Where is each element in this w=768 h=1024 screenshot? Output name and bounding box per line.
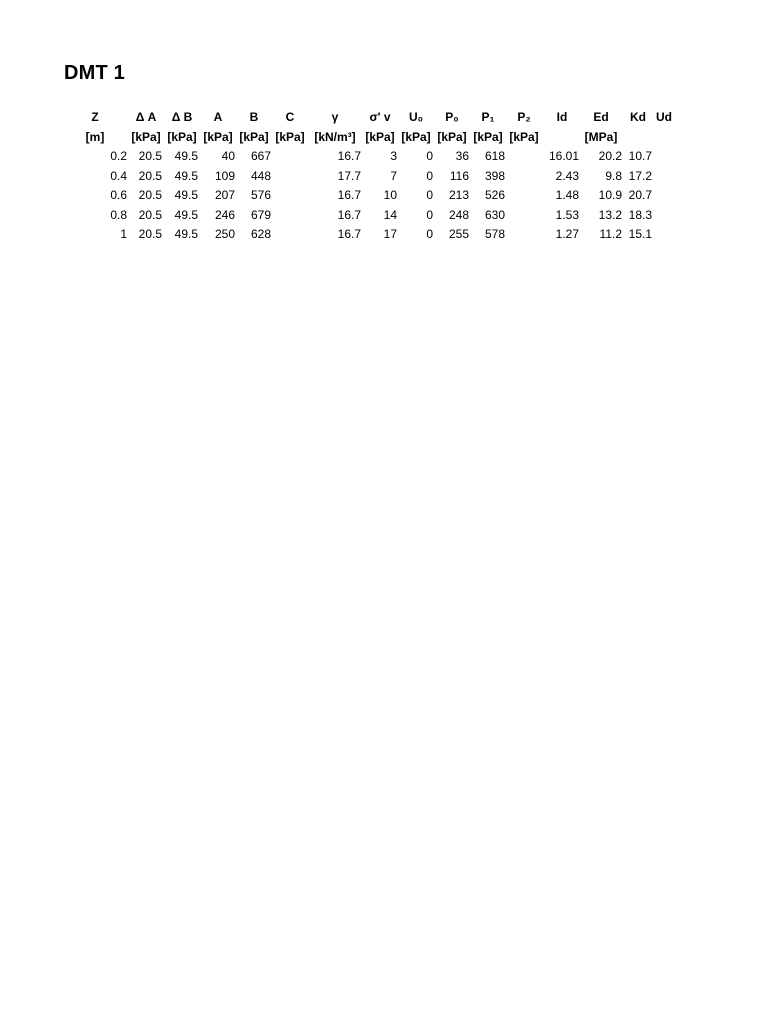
col-header-sigma-v: σ' v <box>369 110 391 124</box>
cell-delta-a: 20.5 <box>138 207 162 222</box>
cell-kd: 10.7 <box>628 149 652 163</box>
dmt-table <box>0 108 768 245</box>
table-row <box>0 147 768 167</box>
cell-sigma-v: 17 <box>383 227 397 241</box>
cell-u0: 0 <box>426 188 433 202</box>
cell-ed: 9.8 <box>605 168 622 183</box>
cell-b: 628 <box>250 227 271 241</box>
cell-delta-a: 20.5 <box>138 227 162 241</box>
unit-delta-b: [kPa] <box>167 129 197 144</box>
cell-gamma: 16.7 <box>337 227 361 241</box>
cell-u0: 0 <box>426 149 433 163</box>
cell-p0: 255 <box>448 227 469 241</box>
cell-delta-a: 20.5 <box>138 168 162 183</box>
cell-ed: 13.2 <box>598 207 622 222</box>
cell-ed: 20.2 <box>598 149 622 163</box>
cell-p0: 116 <box>449 168 469 183</box>
table-row <box>0 225 768 245</box>
cell-p1: 398 <box>484 168 505 183</box>
cell-gamma: 16.7 <box>337 149 361 163</box>
cell-delta-b: 49.5 <box>174 168 198 183</box>
cell-b: 679 <box>250 207 271 222</box>
unit-a: [kPa] <box>203 129 233 144</box>
table-row <box>0 206 768 226</box>
cell-id: 1.48 <box>555 188 579 202</box>
table-row <box>0 167 768 187</box>
page-title: DMT 1 <box>64 62 125 84</box>
cell-id: 1.53 <box>555 207 579 222</box>
cell-z: 0.4 <box>110 168 127 183</box>
cell-delta-a: 20.5 <box>138 188 162 202</box>
table-row <box>0 186 768 206</box>
unit-u0: [kPa] <box>401 129 431 144</box>
col-header-kd: Kd <box>630 110 646 124</box>
cell-a: 246 <box>214 207 235 222</box>
cell-p1: 578 <box>484 227 505 241</box>
col-header-a: A <box>213 110 223 124</box>
cell-kd: 15.1 <box>628 227 652 241</box>
col-header-ud: Ud <box>656 110 672 124</box>
unit-ed: [MPa] <box>584 129 618 144</box>
cell-a: 109 <box>214 168 235 183</box>
cell-a: 207 <box>214 188 235 202</box>
units-row <box>0 128 768 148</box>
unit-b: [kPa] <box>239 129 269 144</box>
col-header-delta-a: Δ A <box>135 110 157 124</box>
header-row <box>0 108 768 128</box>
unit-c: [kPa] <box>275 129 305 144</box>
cell-z: 1 <box>120 227 127 241</box>
cell-z: 0.8 <box>110 207 127 222</box>
cell-u0: 0 <box>426 207 433 222</box>
cell-b: 667 <box>250 149 271 163</box>
cell-sigma-v: 7 <box>390 168 397 183</box>
col-header-z: Z <box>91 110 99 124</box>
cell-a: 40 <box>221 149 235 163</box>
col-header-delta-b: Δ B <box>171 110 193 124</box>
col-header-gamma: γ <box>331 110 339 124</box>
cell-p1: 618 <box>484 149 505 163</box>
cell-sigma-v: 3 <box>390 149 397 163</box>
cell-sigma-v: 10 <box>383 188 397 202</box>
col-header-p1: P₁ <box>481 110 495 124</box>
unit-sigma-v: [kPa] <box>365 129 395 144</box>
cell-z: 0.2 <box>110 149 127 163</box>
col-header-ed: Ed <box>593 110 609 124</box>
cell-ed: 10.9 <box>598 188 622 202</box>
unit-gamma: [kN/m³] <box>314 129 356 144</box>
cell-kd: 18.3 <box>628 207 652 222</box>
cell-id: 1.27 <box>555 227 579 241</box>
col-header-b: B <box>249 110 259 124</box>
cell-delta-b: 49.5 <box>174 227 198 241</box>
cell-p1: 526 <box>484 188 505 202</box>
cell-delta-a: 20.5 <box>138 149 162 163</box>
cell-p1: 630 <box>484 207 505 222</box>
cell-p0: 213 <box>448 188 469 202</box>
unit-z: [m] <box>85 129 105 144</box>
cell-delta-b: 49.5 <box>174 188 198 202</box>
cell-b: 576 <box>250 188 271 202</box>
cell-gamma: 17.7 <box>337 168 361 183</box>
cell-z: 0.6 <box>110 188 127 202</box>
col-header-u0: U₀ <box>408 110 424 124</box>
cell-id: 16.01 <box>548 149 579 163</box>
cell-gamma: 16.7 <box>337 188 361 202</box>
unit-p2: [kPa] <box>509 129 539 144</box>
col-header-p0: P₀ <box>445 110 459 124</box>
unit-p0: [kPa] <box>437 129 467 144</box>
cell-kd: 17.2 <box>628 168 652 183</box>
unit-p1: [kPa] <box>473 129 503 144</box>
unit-delta-a: [kPa] <box>131 129 161 144</box>
cell-sigma-v: 14 <box>383 207 397 222</box>
cell-id: 2.43 <box>555 168 579 183</box>
col-header-id: Id <box>556 110 568 124</box>
cell-p0: 248 <box>448 207 469 222</box>
cell-ed: 11.2 <box>599 227 622 241</box>
cell-b: 448 <box>250 168 271 183</box>
cell-kd: 20.7 <box>628 188 652 202</box>
cell-delta-b: 49.5 <box>174 149 198 163</box>
cell-u0: 0 <box>426 227 433 241</box>
col-header-c: C <box>285 110 295 124</box>
col-header-p2: P₂ <box>517 110 531 124</box>
cell-delta-b: 49.5 <box>174 207 198 222</box>
cell-u0: 0 <box>426 168 433 183</box>
cell-a: 250 <box>214 227 235 241</box>
cell-p0: 36 <box>455 149 469 163</box>
cell-gamma: 16.7 <box>337 207 361 222</box>
